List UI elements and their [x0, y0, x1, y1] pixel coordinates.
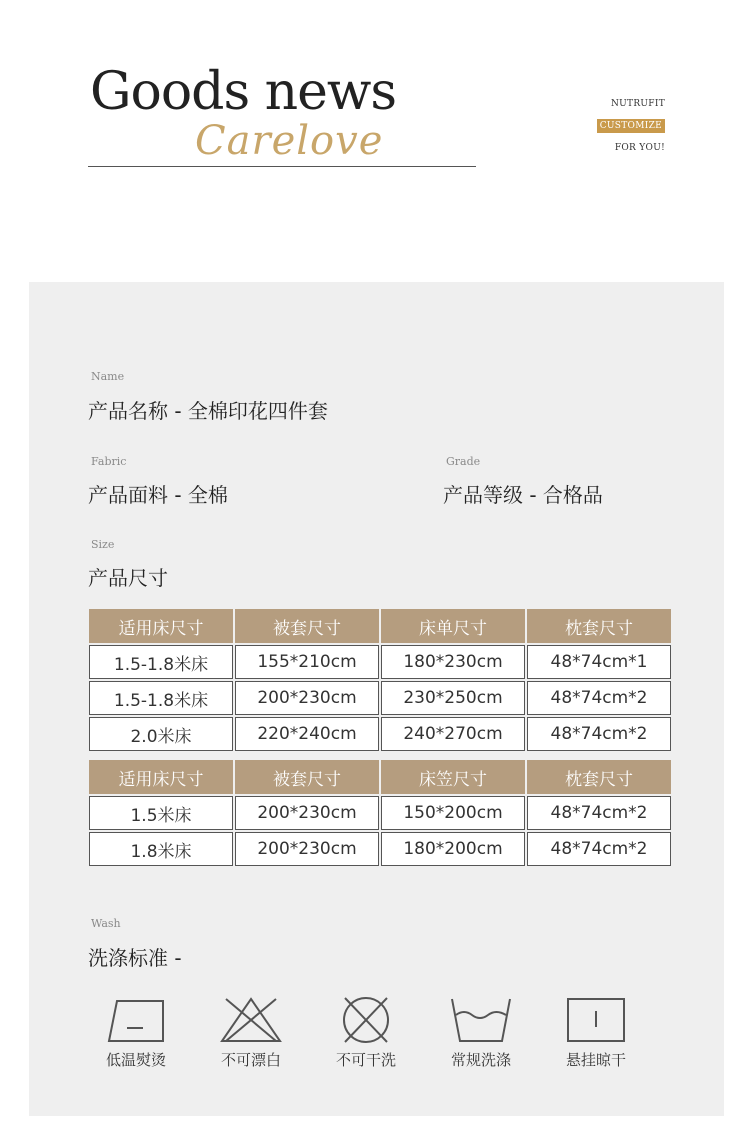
product-size: 产品尺寸 — [88, 566, 168, 590]
table-row — [89, 832, 671, 866]
table-cell: 1.5-1.8米床 — [89, 681, 233, 715]
table-row — [89, 645, 671, 679]
product-grade: 产品等级 - 合格品 — [443, 483, 603, 507]
hero-title: Goods news — [90, 62, 397, 122]
table-cell: 1.5-1.8米床 — [89, 645, 233, 679]
table-header-cell: 适用床尺寸 — [89, 609, 233, 643]
size-table-sheet — [87, 607, 673, 753]
product-fabric: 产品面料 - 全棉 — [88, 483, 228, 507]
table-row — [89, 796, 671, 830]
table-cell: 1.5米床 — [89, 796, 233, 830]
wash-label: 低温熨烫 — [105, 1051, 166, 1069]
table-cell: 1.8米床 — [89, 832, 233, 866]
hero-script-signature: Carelove — [195, 118, 384, 164]
brand-block — [585, 97, 665, 163]
table-cell: 200*230cm — [235, 796, 379, 830]
wash-tag: Wash — [91, 917, 121, 930]
table-header-cell: 枕套尺寸 — [527, 760, 671, 794]
wash-item-iron — [91, 995, 181, 1070]
table-header-cell: 床笠尺寸 — [381, 760, 525, 794]
hang-dry-icon — [563, 995, 629, 1045]
table-cell: 220*240cm — [235, 717, 379, 751]
wash-standard: 洗涤标准 - — [88, 946, 182, 970]
no-dry-clean-icon — [333, 995, 399, 1045]
table-cell: 48*74cm*2 — [527, 832, 671, 866]
table-header-row — [89, 609, 671, 643]
table-cell: 48*74cm*2 — [527, 681, 671, 715]
table-cell: 48*74cm*2 — [527, 717, 671, 751]
brand-highlight: CUSTOMIZE — [597, 119, 665, 133]
wash-label: 常规洗涤 — [450, 1051, 511, 1069]
brand-line-1: NUTRUFIT — [610, 99, 665, 109]
fabric-tag: Fabric — [91, 455, 127, 468]
grade-tag: Grade — [446, 455, 481, 468]
table-header-cell: 床单尺寸 — [381, 609, 525, 643]
wash-label: 悬挂晾干 — [565, 1051, 626, 1069]
wash-item-no-dry-clean — [321, 995, 411, 1070]
table-header-cell: 被套尺寸 — [235, 760, 379, 794]
table-cell: 180*200cm — [381, 832, 525, 866]
table-row — [89, 681, 671, 715]
table-row — [89, 717, 671, 751]
product-name: 产品名称 - 全棉印花四件套 — [88, 399, 328, 423]
table-cell: 200*230cm — [235, 832, 379, 866]
table-cell: 2.0米床 — [89, 717, 233, 751]
table-cell: 240*270cm — [381, 717, 525, 751]
hero-divider — [88, 166, 476, 167]
normal-wash-icon — [448, 995, 514, 1045]
wash-item-hang-dry — [551, 995, 641, 1070]
size-tag: Size — [91, 538, 115, 551]
table-cell: 180*230cm — [381, 645, 525, 679]
table-cell: 200*230cm — [235, 681, 379, 715]
table-cell: 150*200cm — [381, 796, 525, 830]
wash-item-no-bleach — [206, 995, 296, 1070]
table-cell: 48*74cm*2 — [527, 796, 671, 830]
table-header-cell: 适用床尺寸 — [89, 760, 233, 794]
no-bleach-icon — [218, 995, 284, 1045]
table-cell: 230*250cm — [381, 681, 525, 715]
wash-label: 不可漂白 — [220, 1051, 281, 1069]
wash-label: 不可干洗 — [335, 1051, 396, 1069]
table-cell: 155*210cm — [235, 645, 379, 679]
table-header-row — [89, 760, 671, 794]
wash-item-normal-wash — [436, 995, 526, 1070]
table-header-cell: 枕套尺寸 — [527, 609, 671, 643]
iron-low-temp-icon — [103, 995, 169, 1045]
brand-line-2 — [585, 119, 665, 133]
table-header-cell: 被套尺寸 — [235, 609, 379, 643]
brand-line-3: FOR YOU! — [614, 143, 665, 153]
size-table-fitted — [87, 758, 673, 868]
name-tag: Name — [91, 370, 125, 383]
table-cell: 48*74cm*1 — [527, 645, 671, 679]
